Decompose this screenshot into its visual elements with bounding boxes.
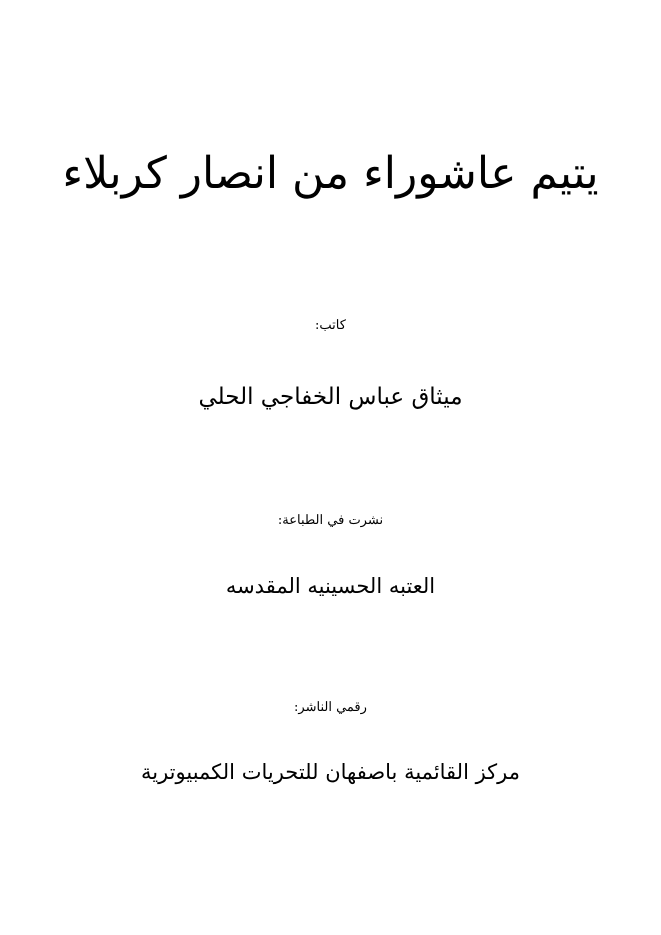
printing-publisher: العتبه الحسينيه المقدسه: [225, 574, 436, 598]
digital-publisher-name: مركز القائمية باصفهان للتحريات الكمبيوترية: [140, 760, 521, 784]
digital-publisher-label: رقمي الناشر:: [294, 700, 367, 715]
author-label: كاتب:: [315, 318, 346, 333]
book-title: يتيم عاشوراء من انصار كربلاء: [62, 148, 599, 199]
printing-label: نشرت في الطباعة:: [277, 513, 384, 528]
author-name: ميثاق عباس الخفاجي الحلي: [198, 384, 463, 410]
